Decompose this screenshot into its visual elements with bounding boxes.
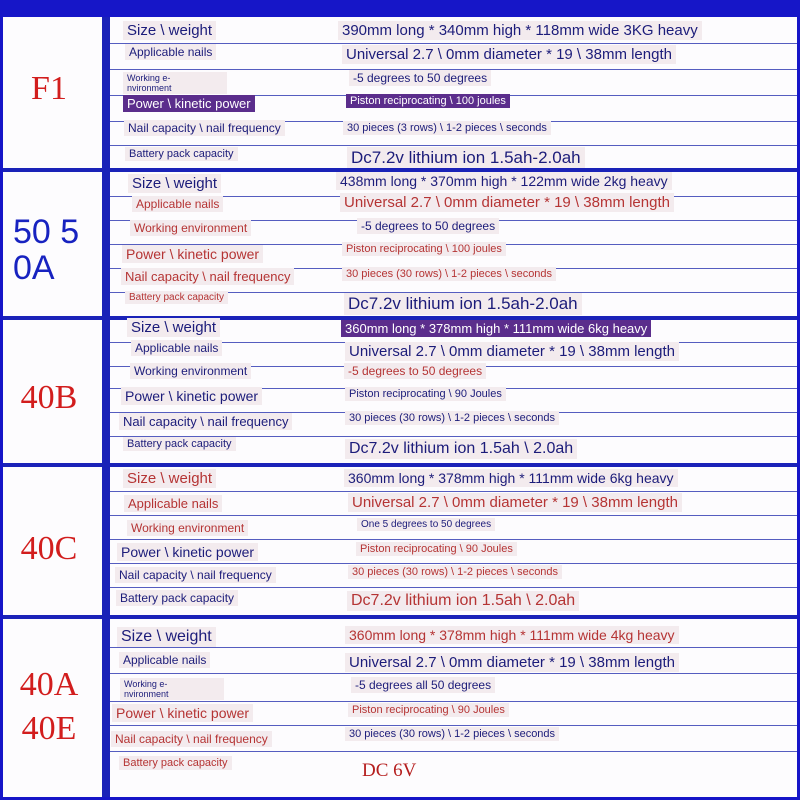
label-battery: Battery pack capacity — [125, 147, 238, 161]
label-nail-capacity: Nail capacity \ nail frequency — [119, 413, 292, 430]
label-applicable-nails: Applicable nails — [132, 196, 223, 212]
label-nail-capacity: Nail capacity \ nail frequency — [121, 268, 294, 285]
label-working-environment: Working e- nvironment — [123, 72, 227, 94]
label-size-weight: Size \ weight — [117, 627, 216, 647]
label-applicable-nails: Applicable nails — [131, 340, 222, 356]
value-working-environment: -5 degrees to 50 degrees — [349, 70, 491, 86]
value-size-weight: 438mm long * 370mm high * 122mm wide 2kg heavy — [336, 172, 672, 190]
value-nail-capacity: 30 pieces (30 rows) \ 1-2 pieces \ seconds — [345, 727, 559, 741]
value-battery: Dc7.2v lithium ion 1.5ah \ 2.0ah — [347, 591, 579, 611]
model-code: 40C — [20, 530, 78, 567]
value-battery: Dc7.2v lithium ion 1.5ah-2.0ah — [347, 147, 585, 169]
label-power: Power \ kinetic power — [117, 543, 258, 561]
value-size-weight: 360mm long * 378mm high * 111mm wide 4kg heavy — [345, 626, 679, 644]
value-size-weight: 360mm long * 378mm high * 111mm wide 6kg heavy — [341, 320, 651, 337]
label-battery: Battery pack capacity — [116, 590, 238, 606]
value-nail-capacity: 30 pieces (30 rows) \ 1-2 pieces \ seconds — [348, 565, 562, 579]
row-rule — [110, 145, 800, 146]
label-battery: Battery pack capacity — [119, 756, 232, 770]
top-border — [3, 3, 800, 17]
row-rule — [110, 701, 800, 702]
label-working-environment: Working e- nvironment — [120, 678, 224, 700]
label-applicable-nails: Applicable nails — [119, 652, 210, 668]
value-nail-capacity: 30 pieces (30 rows) \ 1-2 pieces \ seconds — [345, 411, 559, 425]
row-rule — [110, 725, 800, 726]
label-battery: Battery pack capacity — [125, 291, 228, 304]
model-code: 50 5 0A — [13, 213, 80, 287]
label-size-weight: Size \ weight — [123, 469, 216, 488]
label-nail-capacity: Nail capacity \ nail frequency — [111, 731, 272, 747]
value-working-environment: -5 degrees to 50 degrees — [344, 363, 486, 379]
label-size-weight: Size \ weight — [123, 21, 216, 40]
model-code: 40A 40E — [19, 666, 79, 747]
value-working-environment: -5 degrees to 50 degrees — [357, 218, 499, 234]
label-working-environment: Working environment — [130, 363, 251, 379]
label-working-environment: Working environment — [130, 220, 251, 236]
label-power: Power \ kinetic power — [121, 387, 262, 405]
model-code: 40B — [20, 379, 78, 416]
row-rule — [110, 647, 800, 648]
model-code: F1 — [31, 70, 67, 107]
vertical-divider — [102, 17, 110, 800]
value-nail-capacity: 30 pieces (3 rows) \ 1-2 pieces \ seconds — [343, 121, 551, 135]
row-rule — [110, 563, 800, 564]
value-working-environment: One 5 degrees to 50 degrees — [357, 518, 495, 531]
label-power: Power \ kinetic power — [122, 245, 263, 263]
value-size-weight: 390mm long * 340mm high * 118mm wide 3KG heavy — [338, 21, 702, 40]
row-rule — [110, 751, 800, 752]
value-applicable-nails: Universal 2.7 \ 0mm diameter * 19 \ 38mm length — [348, 493, 682, 512]
value-nail-capacity: 30 pieces (30 rows) \ 1-2 pieces \ seconds — [342, 267, 556, 281]
value-battery: Dc7.2v lithium ion 1.5ah \ 2.0ah — [345, 439, 577, 459]
label-working-environment: Working environment — [127, 520, 248, 536]
row-rule — [110, 587, 800, 588]
value-applicable-nails: Universal 2.7 \ 0mm diameter * 19 \ 38mm length — [340, 193, 674, 212]
label-applicable-nails: Applicable nails — [124, 495, 222, 512]
row-rule — [110, 515, 800, 516]
label-battery: Battery pack capacity — [123, 437, 236, 451]
label-power: Power \ kinetic power — [112, 704, 253, 722]
value-applicable-nails: Universal 2.7 \ 0mm diameter * 19 \ 38mm length — [345, 342, 679, 361]
row-rule — [110, 491, 800, 492]
label-applicable-nails: Applicable nails — [125, 44, 216, 60]
label-size-weight: Size \ weight — [127, 318, 220, 337]
section-divider — [3, 463, 800, 467]
label-nail-capacity: Nail capacity \ nail frequency — [124, 120, 285, 136]
value-power: Piston reciprocating \ 90 Joules — [345, 387, 506, 401]
value-applicable-nails: Universal 2.7 \ 0mm diameter * 19 \ 38mm length — [345, 653, 679, 672]
label-power: Power \ kinetic power — [123, 95, 255, 112]
label-size-weight: Size \ weight — [128, 174, 221, 193]
label-nail-capacity: Nail capacity \ nail frequency — [115, 567, 276, 583]
value-battery: Dc7.2v lithium ion 1.5ah-2.0ah — [344, 293, 582, 315]
value-power: Piston reciprocating \ 100 joules — [346, 94, 510, 108]
value-power: Piston reciprocating \ 90 Joules — [348, 703, 509, 717]
value-applicable-nails: Universal 2.7 \ 0mm diameter * 19 \ 38mm length — [342, 45, 676, 64]
value-battery: DC 6V — [362, 760, 417, 781]
value-working-environment: -5 degrees all 50 degrees — [351, 677, 495, 693]
row-rule — [110, 539, 800, 540]
value-power: Piston reciprocating \ 90 Joules — [356, 542, 517, 556]
value-size-weight: 360mm long * 378mm high * 111mm wide 6kg heavy — [344, 469, 678, 487]
value-power: Piston reciprocating \ 100 joules — [342, 242, 506, 256]
section-divider — [3, 615, 800, 619]
row-rule — [110, 673, 800, 674]
